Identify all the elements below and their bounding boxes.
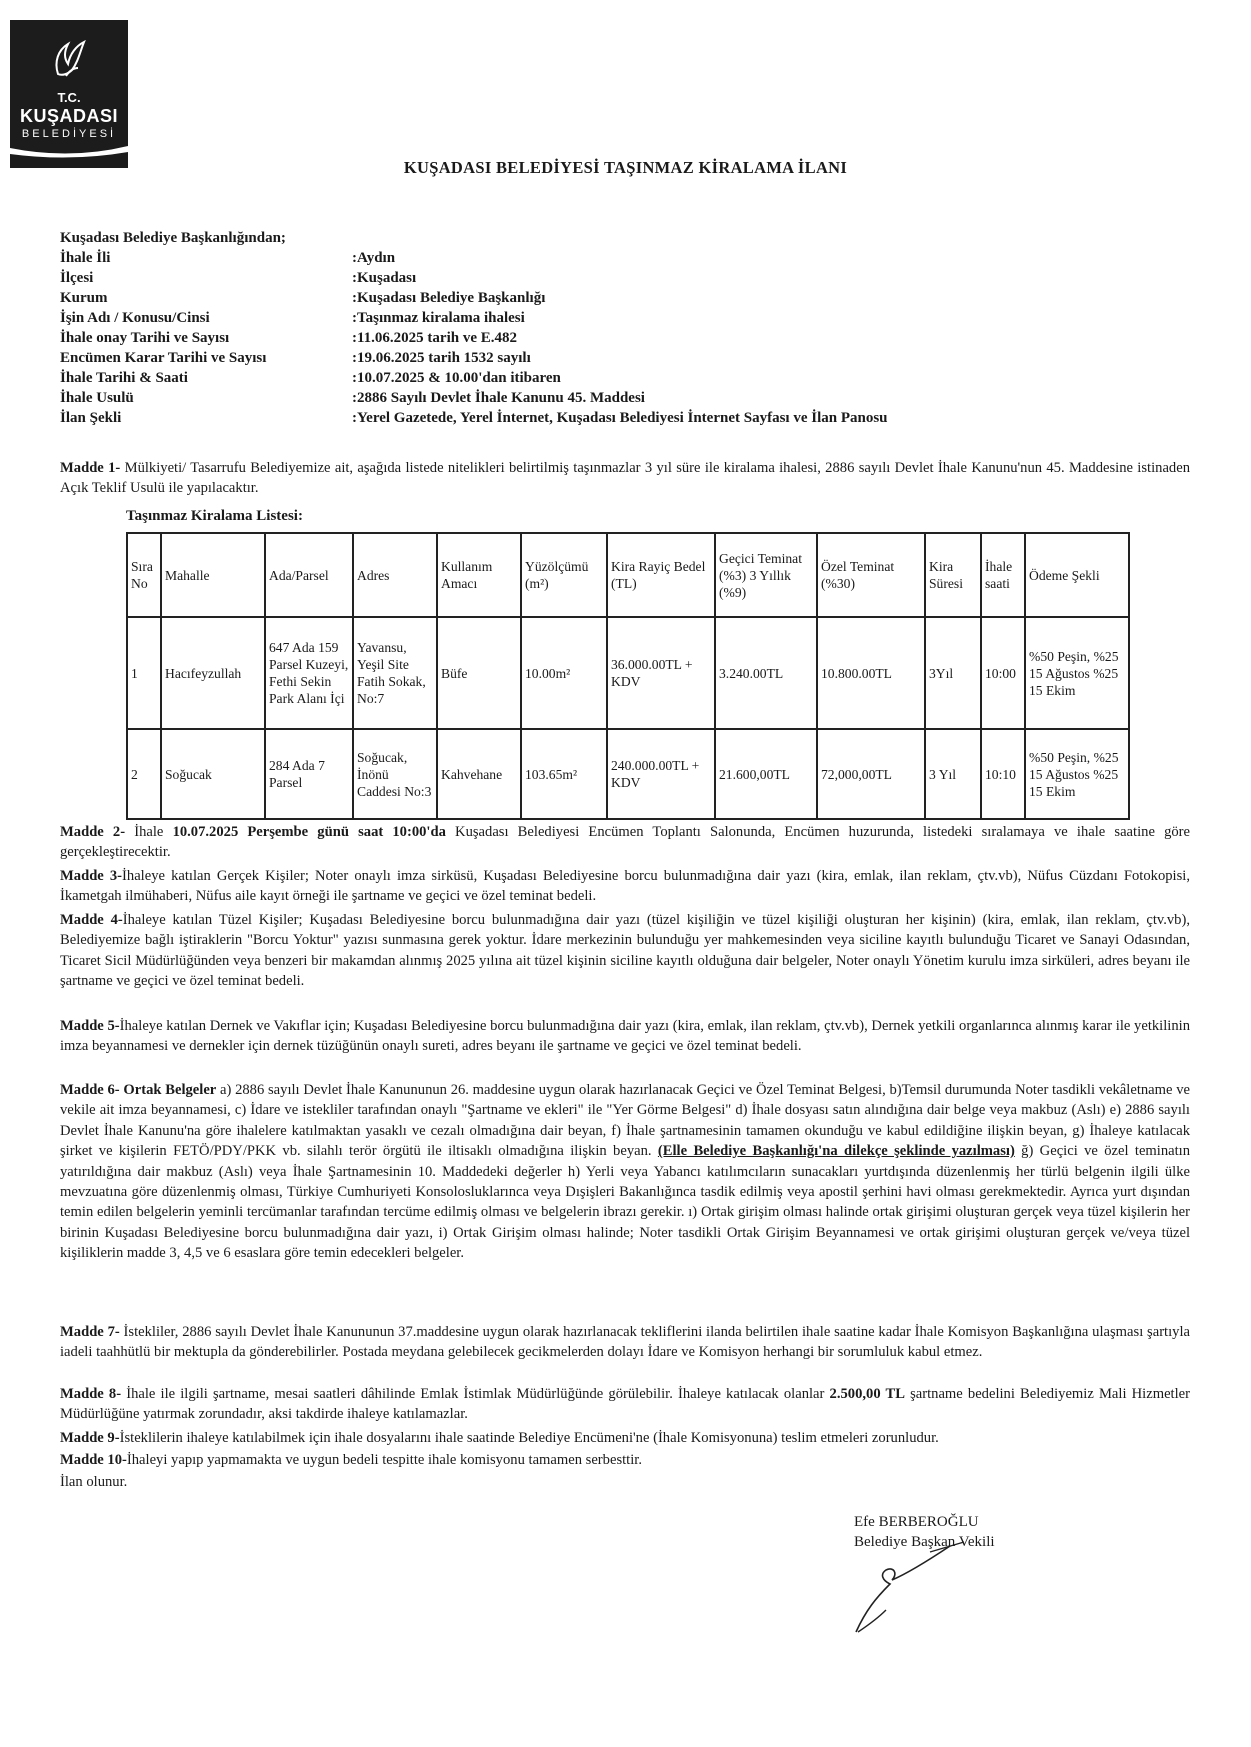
signatory-name: Efe BERBEROĞLU: [854, 1514, 979, 1530]
table-cell: 72,000,00TL: [817, 729, 925, 819]
article-text: İsteklilerin ihaleye katılabilmek için ihale dosyalarını ihale saatinde Belediye Encümeni'ne (İhale Komisyonuna) teslim etmeleri zorunludur.: [119, 1430, 939, 1446]
table-cell: 10:00: [981, 617, 1025, 729]
article-label: Madde 2-: [60, 824, 126, 840]
info-row: [60, 348, 888, 368]
table-cell: Kahvehane: [437, 729, 521, 819]
info-label: İhale onay Tarihi ve Sayısı: [60, 330, 230, 346]
page-title: KUŞADASI BELEDİYESİ TAŞINMAZ KİRALAMA İLANI: [403, 158, 848, 177]
article-1: [60, 458, 1190, 499]
article-text: Kuşadası Belediyesi Encümen Toplantı Salonunda, Encümen huzurunda, listedeki sıralamaya ve ihale saatine göre gerçekleştirecektir.: [60, 824, 1190, 861]
article-label: Madde 10-: [60, 1452, 127, 1468]
logo-city: KUŞADASI: [19, 106, 118, 126]
info-label: İhale İli: [60, 250, 111, 266]
table-header-cell: İhale saati: [981, 533, 1025, 617]
table-cell: 2: [127, 729, 161, 819]
municipality-logo: [10, 20, 128, 168]
table-header-cell: Yüzölçümü (m²): [521, 533, 607, 617]
table-header-cell: Ada/Parsel: [265, 533, 353, 617]
table-cell: 103.65m²: [521, 729, 607, 819]
tender-info: [60, 228, 888, 428]
table-cell: Soğucak, İnönü Caddesi No:3: [353, 729, 437, 819]
table-header-row: [127, 533, 1129, 617]
article-label: Madde 1-: [60, 460, 121, 476]
table-cell: 240.000.00TL + KDV: [607, 729, 715, 819]
signatory-title: Belediye Başkan Vekili: [854, 1534, 995, 1550]
article-10: [60, 1450, 1190, 1470]
table-header-cell: Sıra No: [127, 533, 161, 617]
closing-text: İlan olunur.: [60, 1474, 128, 1490]
article-label: Madde 7-: [60, 1324, 120, 1340]
info-value: :10.07.2025 & 10.00'dan itibaren: [352, 370, 561, 386]
article-text: İhaleye katılan Dernek ve Vakıflar için; Kuşadası Belediyesine borcu bulunmadığına dair yazı (kira, emlak, ilan reklam, çtv.vb), Dernek yetkili organlarınca alınmış karar ile yetkilinin imza beyannamesi ve dernekler için dernek tüzüğünün onaylı sureti, adres beyanı ile şartname ve geçici ve özel teminat bedeli.: [60, 1018, 1190, 1055]
article-3: [60, 866, 1190, 907]
article-fee: 2.500,00 TL: [829, 1386, 905, 1402]
article-label: Madde 3-: [60, 868, 123, 884]
table-cell: 10.00m²: [521, 617, 607, 729]
handwritten-signature: [846, 1540, 986, 1636]
info-row: [60, 288, 888, 308]
article-8: [60, 1384, 1190, 1425]
table-header-cell: Geçici Teminat (%3) 3 Yıllık (%9): [715, 533, 817, 617]
info-value: :Kuşadası: [352, 270, 417, 286]
table-cell: Soğucak: [161, 729, 265, 819]
table-cell: 36.000.00TL + KDV: [607, 617, 715, 729]
article-6: [60, 1080, 1190, 1264]
article-label: Madde 5-: [60, 1018, 120, 1034]
article-2: [60, 822, 1190, 863]
table-cell: 10:10: [981, 729, 1025, 819]
info-value: :Taşınmaz kiralama ihalesi: [352, 310, 525, 326]
table-header-cell: Adres: [353, 533, 437, 617]
article-label: Madde 6- Ortak Belgeler: [60, 1082, 217, 1098]
table-cell: 3Yıl: [925, 617, 981, 729]
table-row: [127, 729, 1129, 819]
article-9: [60, 1428, 1190, 1448]
article-text: İhaleye katılan Gerçek Kişiler; Noter onaylı imza sirküsü, Kuşadası Belediyesine borcu bulunmadığına dair yazı (kira, emlak, ilan reklam, çtv.vb), Nüfus Cüzdanı Fotokopisi, İkametgah ilmühaberi, Nüfus aile kayıt örneği ile şartname ve geçici ve özel teminat bedeli.: [60, 868, 1190, 905]
table-header-cell: Mahalle: [161, 533, 265, 617]
info-value: :Yerel Gazetede, Yerel İnternet, Kuşadası Belediyesi İnternet Sayfası ve İlan Panosu: [352, 410, 888, 426]
info-row: [60, 328, 888, 348]
table-cell: %50 Peşin, %25 15 Ağustos %25 15 Ekim: [1025, 729, 1129, 819]
table-header-cell: Kira Rayiç Bedel (TL): [607, 533, 715, 617]
table-header-cell: Kira Süresi: [925, 533, 981, 617]
table-cell: 647 Ada 159 Parsel Kuzeyi, Fethi Sekin Park Alanı İçi: [265, 617, 353, 729]
table-cell: 10.800.00TL: [817, 617, 925, 729]
article-text: İhaleye katılan Tüzel Kişiler; Kuşadası Belediyesine borcu bulunmadığına dair yazı (tüzel kişiliğin ve tüzel kişiliği oluşturan her kişinin) (kira, emlak, ilan reklam, çtv.vb), Belediyemize bağlı iştiraklerin "Borcu Yoktur" yazısı sunmasına gerek yoktur. İdare merkezinin bulunduğu yer mahkemesinden veya siciline kayıtlı bulunduğu Ticaret ve Sanayi Odasından, Ticaret Sicil Müdürlüğünden veya benzeri bir makamdan alınmış 2025 yılına ait tüzel kişinin siciline kayıtlı olduğuna dair belgeler, Noter onaylı Yönetim kurulu imza sirküleri, adres beyanı ile şartname ve geçici ve özel teminat bedeli.: [60, 912, 1190, 990]
info-label: Kurum: [60, 290, 108, 306]
info-value: :19.06.2025 tarih 1532 sayılı: [352, 350, 531, 366]
table-header-cell: Ödeme Şekli: [1025, 533, 1129, 617]
article-5: [60, 1016, 1190, 1057]
info-row: [60, 248, 888, 268]
list-title: Taşınmaz Kiralama Listesi:: [126, 508, 303, 524]
info-row: [60, 308, 888, 328]
article-text: İhale ile ilgili şartname, mesai saatleri dâhilinde Emlak İstimlak Müdürlüğünde görülebilir. İhaleye katılacak olanlar: [121, 1386, 830, 1402]
article-text: a) 2886 sayılı Devlet İhale Kanununun 26. maddesine uygun olarak hazırlanacak Geçici ve Özel Teminat Belgesi, b)Temsil durumunda Noter tasdikli vekâletname ve vekile ait imza beyannamesi, c) İdare ve istekliler tarafından onaylı "Şartname ve ekleri" ile "Yer Görme Belgesi" d) İhale dosyası satın alındığına dair belge veya makbuz (Aslı) e) 2886 sayılı Devlet İhale Kanunu'na göre ihalelere katılmaktan yasaklı ve cezalı olmadığına dair beyan, f) İhale şartnamesinin tamamen okunduğu ve kabul edildiğine ilişkin beyan, g) İhaleye katılacak şirket ve kişilerin FETÖ/PDY/PKK vb. silahlı terör örgütü ile iltisaklı olmadığına ilişkin beyan.: [60, 1082, 1190, 1160]
info-row: [60, 268, 888, 288]
table-cell: %50 Peşin, %25 15 Ağustos %25 15 Ekim: [1025, 617, 1129, 729]
table-row: [127, 617, 1129, 729]
article-text: şartname bedelini Belediyemiz Mali Hizmetler Müdürlüğüne yatırmak zorundadır, aksi takdirde ihaleye katılamazlar.: [60, 1386, 1190, 1423]
table-cell: Büfe: [437, 617, 521, 729]
logo-tc: T.C.: [57, 90, 81, 105]
article-label: Madde 9-: [60, 1430, 120, 1446]
table-header-cell: Özel Teminat (%30): [817, 533, 925, 617]
info-label: İhale Usulü: [60, 390, 134, 406]
info-label: Encümen Karar Tarihi ve Sayısı: [60, 350, 267, 366]
info-label: İlçesi: [60, 270, 94, 286]
article-label: Madde 8-: [60, 1386, 122, 1402]
dove-emblem-icon: [44, 34, 94, 84]
table-cell: 3.240.00TL: [715, 617, 817, 729]
logo-subtitle: BELEDİYESİ: [21, 128, 117, 140]
info-label: İşin Adı / Konusu/Cinsi: [60, 310, 210, 326]
article-text: Mülkiyeti/ Tasarrufu Belediyemize ait, aşağıda listede nitelikleri belirtilmiş taşınmazlar 3 yıl süre ile kiralama ihalesi, 2886 sayılı Devlet İhale Kanunu'nun 45. Maddesine istinaden Açık Teklif Usulü ile yapılacaktır.: [60, 460, 1190, 497]
article-label: Madde 4-: [60, 912, 123, 928]
info-label: İhale Tarihi & Saati: [60, 370, 188, 386]
info-value: :11.06.2025 tarih ve E.482: [352, 330, 517, 346]
article-text: İhaleyi yapıp yapmamakta ve uygun bedeli tespitte ihale komisyonu tamamen serbesttir.: [126, 1452, 642, 1468]
info-label: İlan Şekli: [60, 410, 122, 426]
article-4: [60, 910, 1190, 992]
table-cell: 21.600,00TL: [715, 729, 817, 819]
info-row: [60, 408, 888, 428]
article-text: ğ) Geçici ve özel teminatın yatırıldığına dair makbuz (Aslı) veya İhale Şartnamesinin 10. Maddedeki değerler h) Yerli veya Yabancı katılımcıların sunacakları yurtdışında düzenlenmiş her türlü belgenin ilgili ülke mevzuatına göre düzenlenmiş olması, Türkiye Cumhuriyeti Konsolosluklarınca veya Dışişleri Bakanlığınca tasdik edilmiş veya apostil şerhini havi olması gerekmektedir. Ayrıca yurt dışından temin edilen belgelerin yeminli tercümanlar tarafından tercüme edilmiş olması ve belgelerin ibrazı gerekir. ı) Ortak girişim olması halinde ortak girişimi oluşturan gerçek veya tüzel kişilerin her birinin Kuşadası Belediyesine borcu bulunmadığına dair yazı, i) Ortak Girişim olması halinde; Noter tasdikli Ortak Girişim Beyannamesi ve ortak girişimi oluşturan gerçek ve/veya tüzel kişiliklerin madde 3, 4,5 ve 6 esaslara göre temin edecekleri belgeler.: [60, 1143, 1191, 1262]
article-underlined-note: (Elle Belediye Başkanlığı'na dilekçe şeklinde yazılması): [657, 1143, 1015, 1160]
info-value: :Aydın: [352, 250, 396, 266]
article-text: İhale: [125, 824, 173, 840]
article-text: İstekliler, 2886 sayılı Devlet İhale Kanununun 37.maddesine uygun olarak hazırlanacak tekliflerini ilanda belirtilen ihale saatine kadar İhale Komisyon Başkanlığına ulaşması şartıyla iadeli taahhütlü bir mektupla da gönderebilirler. Postada meydana gelebilecek gecikmelerden dolayı İdare ve Komisyon herhangi bir sorumluluk kabul etmez.: [60, 1324, 1190, 1361]
info-row: [60, 388, 888, 408]
logo-swoosh-icon: [10, 144, 128, 158]
table-cell: Yavansu, Yeşil Site Fatih Sokak, No:7: [353, 617, 437, 729]
table-header-cell: Kullanım Amacı: [437, 533, 521, 617]
table-cell: 3 Yıl: [925, 729, 981, 819]
table-cell: 284 Ada 7 Parsel: [265, 729, 353, 819]
table-cell: Hacıfeyzullah: [161, 617, 265, 729]
property-table: [126, 532, 1130, 820]
info-value: :Kuşadası Belediye Başkanlığı: [352, 290, 546, 306]
article-7: [60, 1322, 1190, 1363]
table-cell: 1: [127, 617, 161, 729]
info-value: :2886 Sayılı Devlet İhale Kanunu 45. Maddesi: [352, 390, 645, 406]
article-date: 10.07.2025 Perşembe günü saat 10:00'da: [172, 824, 446, 840]
info-heading: Kuşadası Belediye Başkanlığından;: [60, 230, 286, 246]
info-row: [60, 368, 888, 388]
